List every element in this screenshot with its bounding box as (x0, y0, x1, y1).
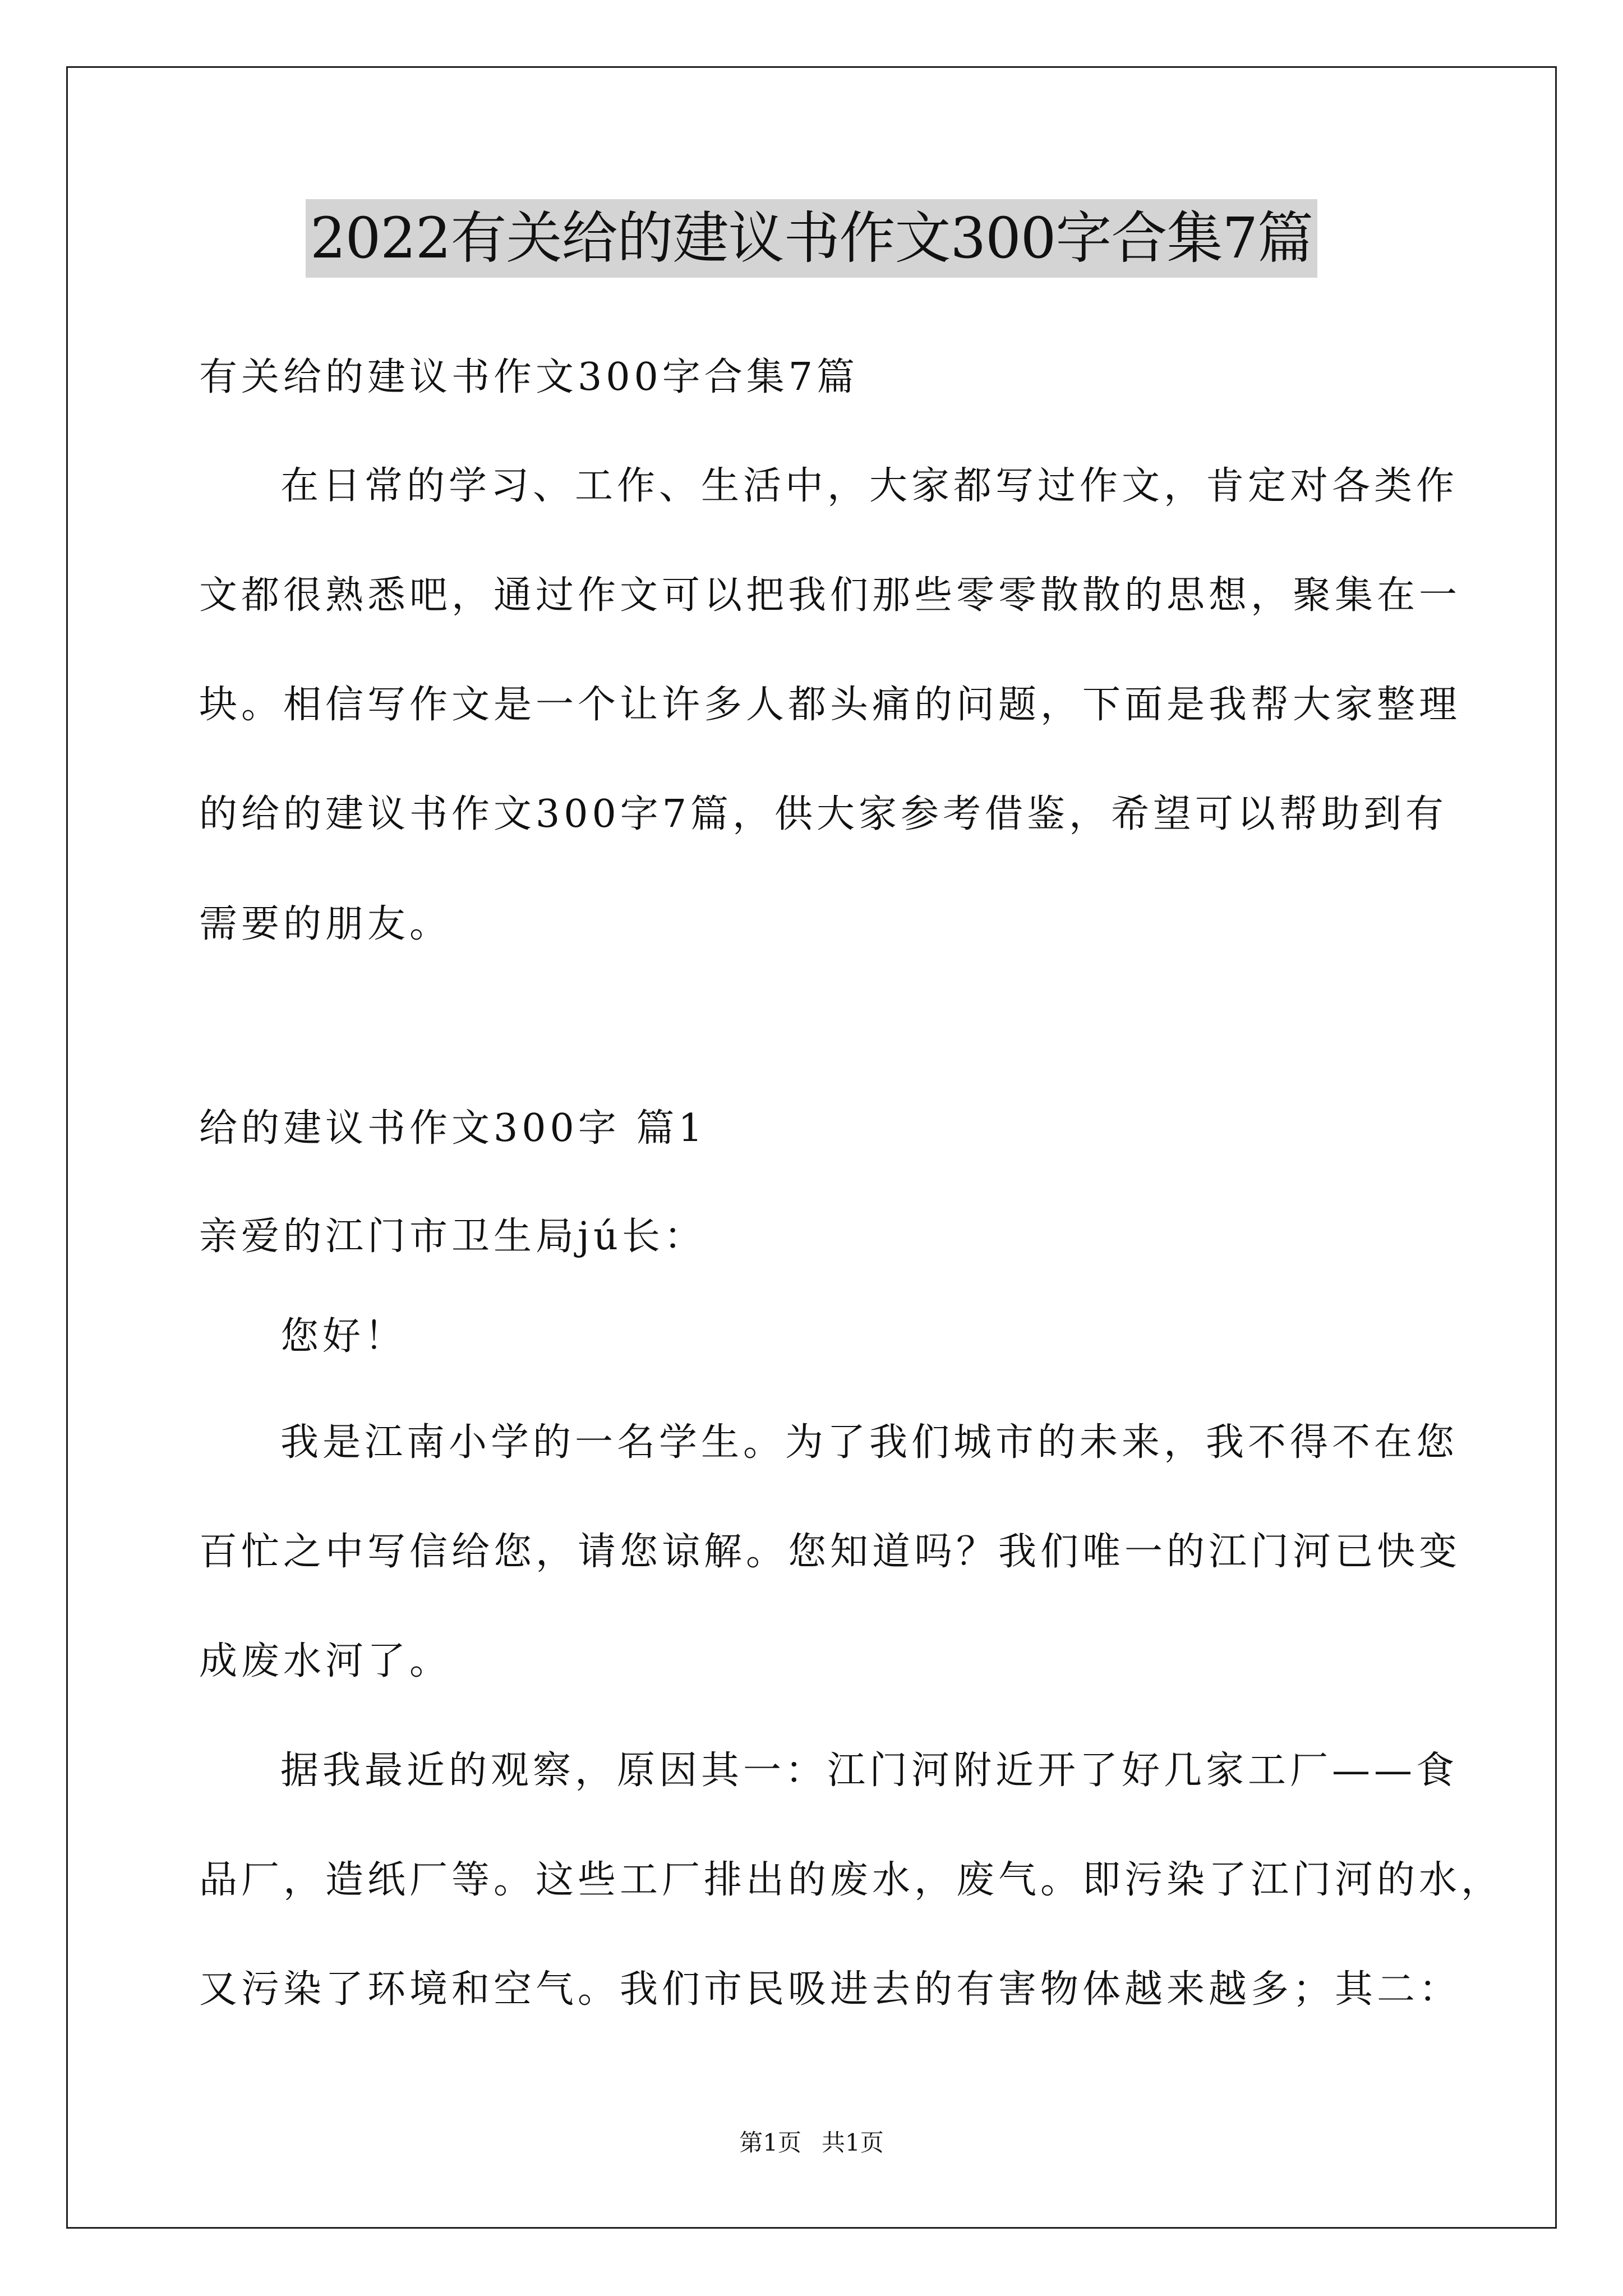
section-heading: 给的建议书作文300字 篇1 (199, 1106, 707, 1151)
paragraph-line: 成废水河了。 (199, 1639, 452, 1683)
paragraph-line: 品厂，造纸厂等。这些工厂排出的废水，废气。即污染了江门河的水， (199, 1858, 1504, 1902)
salutation: 亲爱的江门市卫生局jú长： (199, 1214, 706, 1259)
intro-line: 在日常的学习、工作、生活中，大家都写过作文，肯定对各类作 (280, 464, 1459, 508)
intro-line: 块。相信写作文是一个让许多人都头痛的问题，下面是我帮大家整理 (199, 683, 1461, 727)
page-total: 共1页 (822, 2129, 884, 2156)
paragraph-line: 百忙之中写信给您，请您谅解。您知道吗？我们唯一的江门河已快变 (199, 1530, 1461, 1574)
page-footer (0, 2126, 1623, 2160)
greeting: 您好！ (280, 1314, 407, 1359)
intro-line: 需要的朋友。 (199, 902, 452, 946)
document-subtitle: 有关给的建议书作文300字合集7篇 (199, 355, 859, 399)
intro-line: 文都很熟悉吧，通过作文可以把我们那些零零散散的思想，聚集在一 (199, 573, 1461, 618)
paragraph-line: 据我最近的观察，原因其一：江门河附近开了好几家工厂——食 (280, 1749, 1459, 1793)
paragraph-line: 又污染了环境和空气。我们市民吸进去的有害物体越来越多；其二： (199, 1967, 1461, 2012)
paragraph-line: 我是江南小学的一名学生。为了我们城市的未来，我不得不在您 (280, 1420, 1459, 1465)
document-title: 2022有关给的建议书作文300字合集7篇 (306, 199, 1317, 278)
page-current: 第1页 (739, 2129, 801, 2156)
intro-line: 的给的建议书作文300字7篇，供大家参考借鉴，希望可以帮助到有 (199, 792, 1448, 836)
title-container (0, 199, 1623, 278)
